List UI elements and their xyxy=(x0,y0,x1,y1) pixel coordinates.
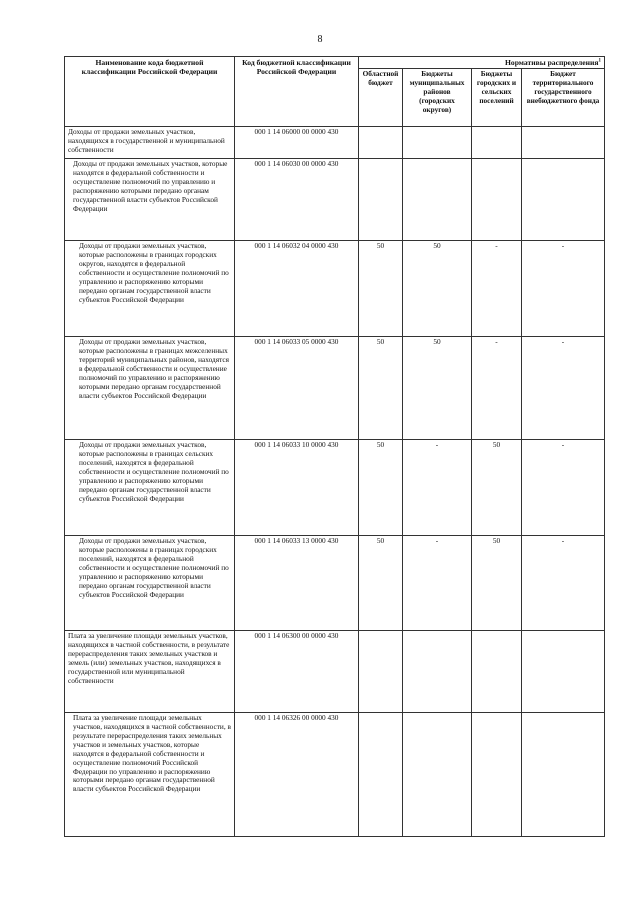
row-code: 000 1 14 06033 05 0000 430 xyxy=(235,337,359,440)
table-row xyxy=(65,713,605,837)
row-name: Доходы от продажи земельных участков, находящихся в государственной и муниципальной собственности xyxy=(65,127,235,159)
row-settlement-value: - xyxy=(472,241,522,337)
row-name: Доходы от продажи земельных участков, которые находятся в федеральной собственности и осуществление полномочий по управлению и распоряжению которыми передано органам государственной власти субъектов Российской Федерации xyxy=(65,159,235,241)
header-regional-budget: Областной бюджет xyxy=(359,69,403,127)
row-code: 000 1 14 06033 13 0000 430 xyxy=(235,536,359,631)
row-fund-value: - xyxy=(522,536,605,631)
row-settlement-value: - xyxy=(472,337,522,440)
row-fund-value: - xyxy=(522,241,605,337)
header-code-column: Код бюджетной классификации Российской Федерации xyxy=(235,57,359,127)
table-row xyxy=(65,631,605,713)
row-code: 000 1 14 06000 00 0000 430 xyxy=(235,127,359,159)
header-municipal-budgets: Бюджеты муниципальных районов (городских округов) xyxy=(403,69,472,127)
table-row xyxy=(65,127,605,159)
row-regional-value: 50 xyxy=(359,536,403,631)
table-row xyxy=(65,440,605,536)
row-settlement-value xyxy=(472,127,522,159)
row-code: 000 1 14 06030 00 0000 430 xyxy=(235,159,359,241)
row-settlement-value xyxy=(472,159,522,241)
row-fund-value xyxy=(522,159,605,241)
table-row xyxy=(65,159,605,241)
row-name: Плата за увеличение площади земельных участков, находящихся в частной собственности, в результате перераспределения таких земельных участков и земельных участков, которые находятся в федеральной собственности и осуществление полномочий Российской Федерации по управлению и распоряжению которыми передано органам государственной власти субъектов Российской Федерации xyxy=(65,713,235,837)
row-municipal-value: 50 xyxy=(403,241,472,337)
row-name: Доходы от продажи земельных участков, которые расположены в границах городских поселений, находятся в федеральной собственности и осуществление полномочий по управлению и распоряжению которыми передано органам государственной власти субъектов Российской Федерации xyxy=(65,536,235,631)
row-name: Плата за увеличение площади земельных участков, находящихся в частной собственности, в результате перераспределения таких земельных участков и земель (или) земельных участков, находящихся в государственной или муниципальной собственности xyxy=(65,631,235,713)
row-code: 000 1 14 06300 00 0000 430 xyxy=(235,631,359,713)
table-row xyxy=(65,241,605,337)
row-municipal-value: - xyxy=(403,440,472,536)
header-row-group xyxy=(65,57,605,69)
budget-classification-table xyxy=(64,56,605,837)
header-settlement-budgets: Бюджеты городских и сельских поселений xyxy=(472,69,522,127)
row-name: Доходы от продажи земельных участков, которые расположены в границах межселенных территорий муниципальных районов, находятся в федеральной собственности и осуществление полномочий по управлению и распоряжению которыми передано органам государственной власти субъектов Российской Федерации xyxy=(65,337,235,440)
row-settlement-value: 50 xyxy=(472,536,522,631)
row-name: Доходы от продажи земельных участков, которые расположены в границах городских округов, находятся в федеральной собственности и осуществление полномочий по управлению и распоряжению которыми передано органам государственной власти субъектов Российской Федерации xyxy=(65,241,235,337)
row-municipal-value xyxy=(403,713,472,837)
row-fund-value: - xyxy=(522,337,605,440)
row-fund-value: - xyxy=(522,440,605,536)
header-norms-footnote: 1 xyxy=(598,58,602,64)
row-municipal-value xyxy=(403,631,472,713)
row-settlement-value xyxy=(472,631,522,713)
table-row xyxy=(65,337,605,440)
row-regional-value: 50 xyxy=(359,440,403,536)
row-municipal-value xyxy=(403,127,472,159)
row-code: 000 1 14 06326 00 0000 430 xyxy=(235,713,359,837)
row-regional-value xyxy=(359,713,403,837)
table-row xyxy=(65,536,605,631)
row-fund-value xyxy=(522,631,605,713)
row-municipal-value: - xyxy=(403,536,472,631)
row-regional-value xyxy=(359,159,403,241)
row-settlement-value: 50 xyxy=(472,440,522,536)
row-fund-value xyxy=(522,127,605,159)
row-regional-value: 50 xyxy=(359,241,403,337)
header-name-column: Наименование кода бюджетной классификации Российской Федерации xyxy=(65,57,235,127)
header-norms-group xyxy=(359,57,605,69)
row-code: 000 1 14 06032 04 0000 430 xyxy=(235,241,359,337)
header-extrabudgetary-fund: Бюджет территориального государственного внебюджетного фонда xyxy=(522,69,605,127)
row-regional-value xyxy=(359,631,403,713)
row-name: Доходы от продажи земельных участков, которые расположены в границах сельских поселений, находятся в федеральной собственности и осуществление полномочий по управлению и распоряжению которыми передано органам государственной власти субъектов Российской Федерации xyxy=(65,440,235,536)
row-regional-value: 50 xyxy=(359,337,403,440)
row-regional-value xyxy=(359,127,403,159)
row-municipal-value: 50 xyxy=(403,337,472,440)
page-number: 8 xyxy=(317,34,323,45)
row-code: 000 1 14 06033 10 0000 430 xyxy=(235,440,359,536)
row-fund-value xyxy=(522,713,605,837)
header-norms-label: Нормативы распределения xyxy=(505,58,599,67)
row-settlement-value xyxy=(472,713,522,837)
row-municipal-value xyxy=(403,159,472,241)
